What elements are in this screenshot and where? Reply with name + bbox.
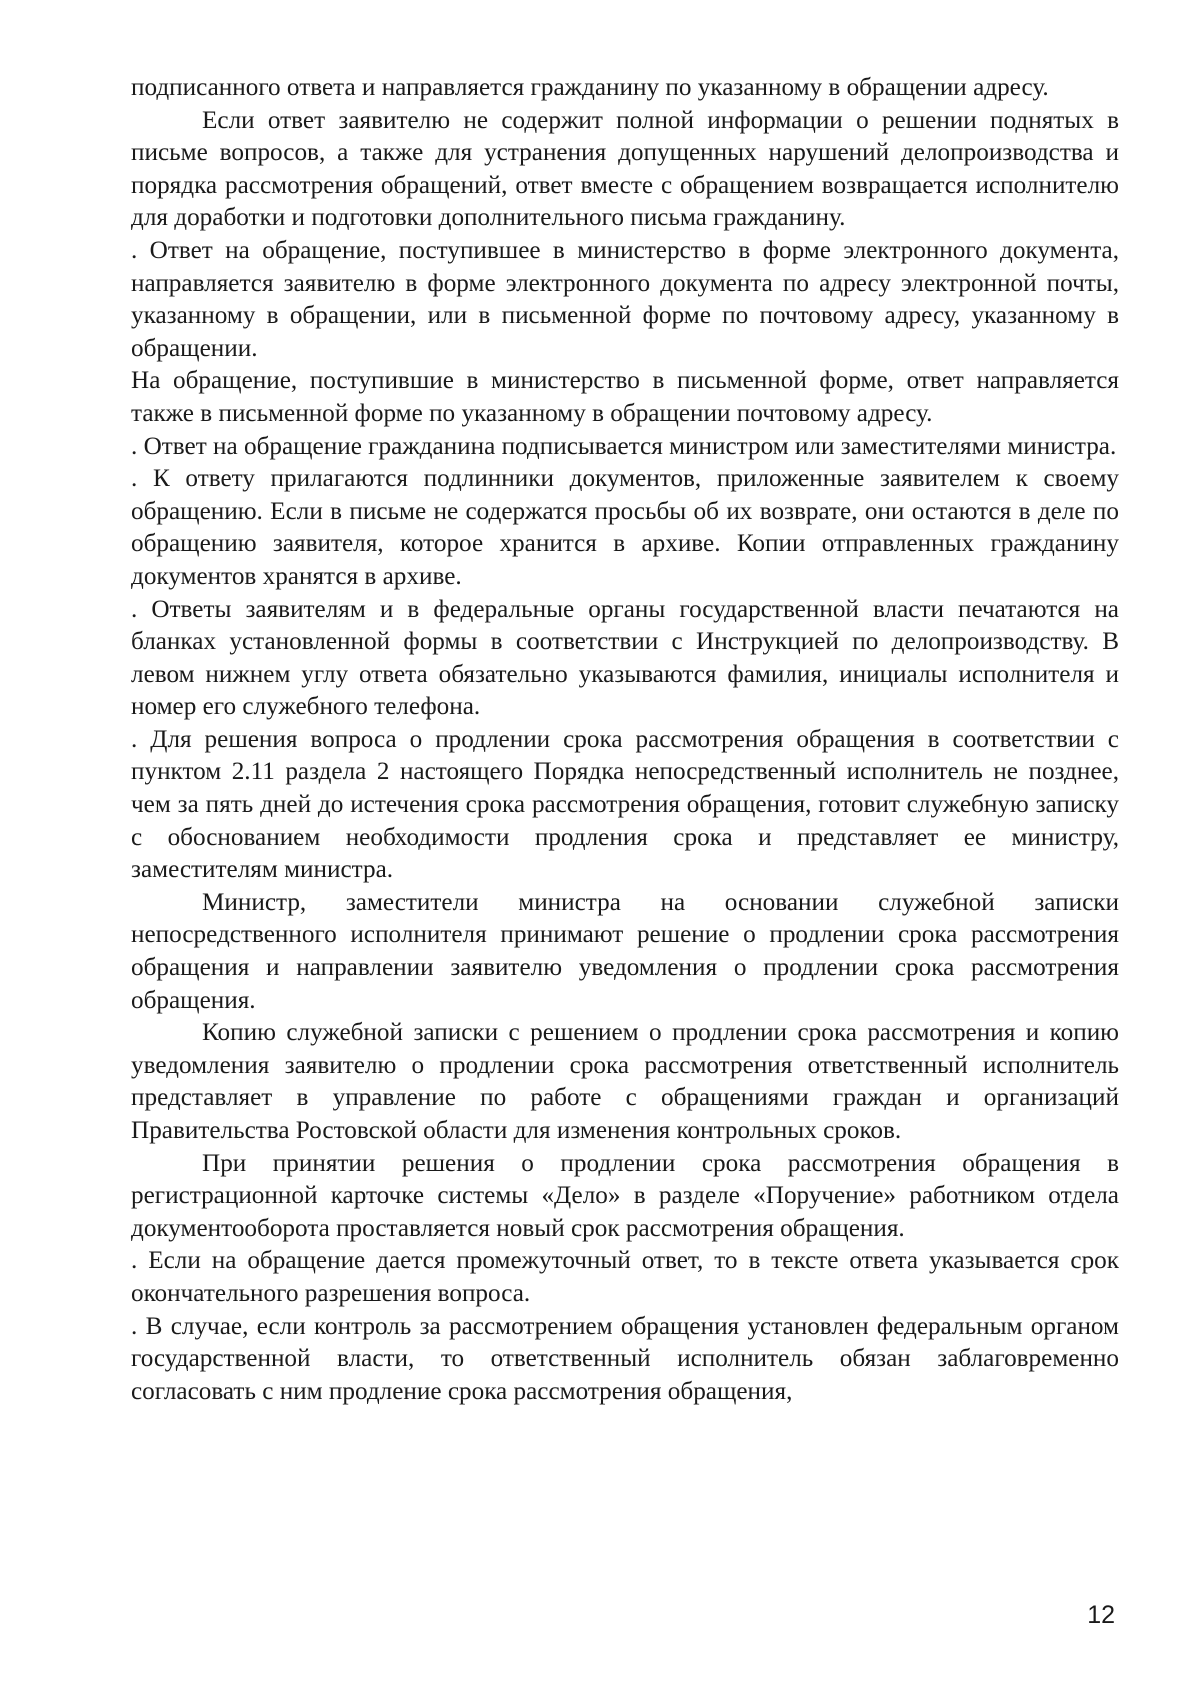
paragraph: . Ответ на обращение, поступившее в министерство в форме электронного документа, направляется заявителю в форме электронного документа по адресу электронной почты, указанному в обращении, или в письменной форме по почтовому адресу, указанному в обращении. — [131, 236, 1119, 362]
paragraph: При принятии решения о продлении срока рассмотрения обращения в регистрационной карточке системы «Дело» в разделе «Поручение» работником отдела документооборота проставляется новый срок рассмотрения обращения. — [131, 1149, 1119, 1242]
paragraph: Если ответ заявителю не содержит полной информации о решении поднятых в письме вопросов, а также для устранения допущенных нарушений делопроизводства и порядка рассмотрения обращений, ответ вместе с обращением возвращается исполнителю для доработки и подготовки дополнительного письма гражданину. — [131, 106, 1119, 232]
paragraph: подписанного ответа и направляется гражданину по указанному в обращении адресу. — [131, 74, 1049, 101]
paragraph: . Ответ на обращение гражданина подписывается министром или заместителями министра. — [131, 432, 1117, 460]
paragraph: Копию служебной записки с решением о продлении срока рассмотрения и копию уведомления заявителю о продлении срока рассмотрения ответственный исполнитель представляет в управление по работе с обращениями граждан и организаций Правительства Ростовской области для изменения контрольных сроков. — [131, 1019, 1119, 1144]
paragraph: Министр, заместители министра на основании служебной записки непосредственного исполнителя принимают решение о продлении срока рассмотрения обращения и направлении заявителю уведомления о продлении срока рассмотрения обращения. — [131, 888, 1119, 1014]
paragraph: . К ответу прилагаются подлинники документов, приложенные заявителем к своему обращению. Если в письме не содержатся просьбы об их возврате, они остаются в деле по обращению заявителя, которое хранится в архиве. Копии отправленных гражданину документов хранятся в архиве. — [131, 465, 1119, 590]
paragraph: . В случае, если контроль за рассмотрением обращения установлен федеральным органом государственной власти, то ответственный исполнитель обязан заблаговременно согласовать с ним продление срока рассмотрения обращения, — [131, 1312, 1119, 1405]
page-number: 12 — [1087, 1601, 1115, 1629]
document-body — [131, 72, 1119, 1408]
paragraph: . Ответы заявителям и в федеральные органы государственной власти печатаются на бланках установленной формы в соответствии с Инструкцией по делопроизводству. В левом нижнем углу ответа обязательно указываются фамилия, инициалы исполнителя и номер его служебного телефона. — [131, 595, 1119, 721]
paragraph: . Если на обращение дается промежуточный ответ, то в тексте ответа указывается срок окончательного разрешения вопроса. — [131, 1247, 1119, 1307]
paragraph: . Для решения вопроса о продлении срока рассмотрения обращения в соответствии с пунктом 2.11 раздела 2 настоящего Порядка непосредственный исполнитель не позднее, чем за пять дней до истечения срока рассмотрения обращения, готовит служебную записку с обоснованием необходимости продления срока и представляет ее министру, заместителям министра. — [131, 725, 1119, 884]
paragraph: На обращение, поступившие в министерство в письменной форме, ответ направляется также в письменной форме по указанному в обращении почтовому адресу. — [131, 367, 1119, 427]
